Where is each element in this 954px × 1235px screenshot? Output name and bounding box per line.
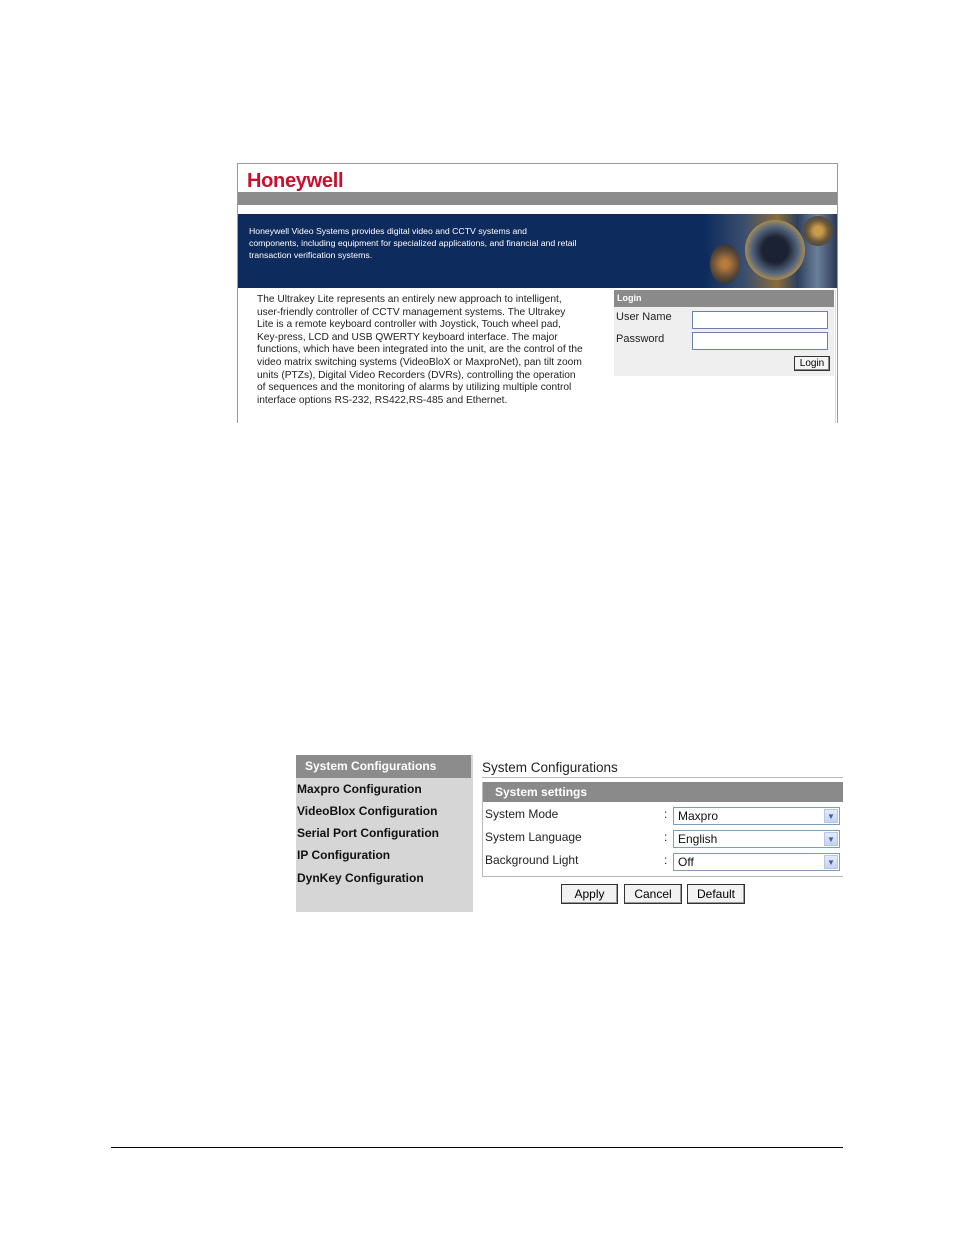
system-mode-select[interactable] [673,807,840,825]
chevron-down-icon[interactable]: ▼ [824,809,838,823]
banner-text: Honeywell Video Systems provides digital video and CCTV systems and components, including equipment for specialized applications, and financial and retail transaction verification systems. [249,226,577,260]
username-input[interactable] [692,311,828,329]
username-label: User Name [616,311,672,323]
system-mode-label: System Mode [485,807,559,821]
header-bar [238,192,837,205]
field-separator: : [664,807,668,821]
title-divider [482,777,843,778]
sidebar-item-maxpro-configuration[interactable]: Maxpro Configuration [297,782,422,796]
system-settings-section [482,782,843,877]
config-sidebar [296,755,473,912]
camera-lens-image [705,214,837,288]
panel-divider [835,290,836,423]
sidebar-item-ip-configuration[interactable]: IP Configuration [297,848,391,862]
background-light-select[interactable] [673,853,840,871]
system-language-label: System Language [485,830,582,844]
password-input[interactable] [692,332,828,350]
section-heading: System settings [483,782,843,802]
system-mode-value: Maxpro [678,809,719,823]
system-language-value: English [678,832,718,846]
product-description: The Ultrakey Lite represents an entirely new approach to intelligent, user-friendly controller of CCTV management systems. The Ultrakey Lite is a remote keyboard controller with Joystick, Touch wheel pad, Key-press, LCD and USB QWERTY keyboard interface. The major functions, which have been integrated into the unit, are the control of the video matrix switching systems (VideoBloX or MaxproNet), pan tilt zoom units (PTZs), Digital Video Recorders (DVRs), controlling the operation of sequences and the monitoring of alarms by utilizing multiple control interface options RS-232, RS422,RS-485 and Ethernet. [257,294,583,406]
password-label: Password [616,333,665,345]
sidebar-item-videoblox-configuration[interactable]: VideoBlox Configuration [297,804,438,818]
chevron-down-icon[interactable]: ▼ [824,855,838,869]
background-light-value: Off [678,855,694,869]
page-title: System Configurations [482,760,618,775]
apply-button[interactable]: Apply [561,884,618,904]
field-separator: : [664,853,668,867]
sidebar-item-dynkey-configuration[interactable]: DynKey Configuration [297,871,424,885]
login-page-screenshot [237,163,838,423]
login-panel [614,290,834,376]
background-light-label: Background Light [485,853,579,867]
sidebar-item-serial-port-configuration[interactable]: Serial Port Configuration [297,826,440,840]
default-button[interactable]: Default [687,884,745,904]
honeywell-logo: Honeywell [247,170,344,192]
system-language-select[interactable] [673,830,840,848]
cancel-button[interactable]: Cancel [624,884,682,904]
footer-divider [111,1147,843,1148]
login-button[interactable]: Login [794,356,830,371]
banner [238,214,837,288]
sidebar-item-system-configurations[interactable]: System Configurations [296,755,471,778]
login-heading: Login [614,290,834,307]
field-separator: : [664,830,668,844]
chevron-down-icon[interactable]: ▼ [824,832,838,846]
